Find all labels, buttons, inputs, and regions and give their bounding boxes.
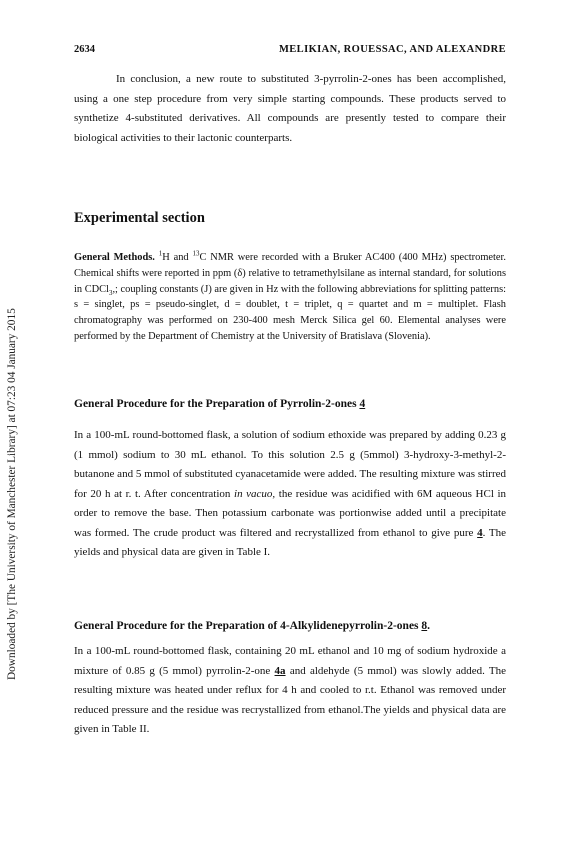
procedure2-title: General Procedure for the Preparation of 4-Alkylidenepyrrolin-2-ones: [74, 620, 419, 632]
procedure2-text-a: In a 100-mL round-bottomed flask, containing 20 mL ethanol and 10 mg of sodium hydroxide a mixture of 0.85 g (5 mmol) pyrrolin-2-one: [74, 645, 506, 677]
superscript-13: 13: [192, 249, 200, 258]
download-watermark: [6, 170, 20, 680]
procedure1-text-b: the residue was acidified with 6M aqueous HCl in order to remove the base. Then potassium carbonate was portionwise added until a precipitate was formed. The crude product was filtered and recrystallized from ethanol to give pure: [74, 487, 507, 539]
procedure1-title: General Procedure for the Preparation of Pyrrolin-2-ones: [74, 398, 357, 410]
general-methods-paragraph: [74, 250, 506, 345]
procedure2-heading: [74, 620, 506, 632]
compound-4a-ref: 4a: [274, 664, 286, 677]
procedure1-italic: in vacuo,: [234, 487, 276, 500]
procedure1-text-c: . The yields and physical data are given in Table I.: [74, 526, 506, 558]
general-methods-section: [74, 250, 506, 345]
section-heading: Experimental section: [74, 210, 205, 226]
procedure2-text-b: and aldehyde (5 mmol) was slowly added. The resulting mixture was heated under reflux for 4 h and cooled to r.t. Ethanol was removed under reduced pressure and the residue was recrystallized from ethanol.The yields and physical data are given in Table II.: [74, 664, 507, 735]
subscript-3: 3: [108, 288, 113, 297]
download-watermark-text: Downloaded by [The University of Manchester Library] at 07:23 04 January 2015: [6, 308, 18, 680]
procedure2-paragraph: [74, 642, 506, 740]
procedure1-text-a: In a 100-mL round-bottomed flask, a solution of sodium ethoxide was prepared by adding 0.23 g (1 mmol) sodium to 30 mL ethanol. To this solution 2.5 g (5mmol) 3-hydroxy-3-methyl-2-butanone and 5 mmol of substituted cyanacetamide were added. The resulting mixture was stirred for 20 h at r. t. After concentration: [74, 429, 506, 500]
conclusion-paragraph: In conclusion, a new route to substituted 3-pyrrolin-2-ones has been accomplished, using a one step procedure from very simple starting compounds. These products served to synthetize 4-substituted derivatives. All compounds are presently tested to compare their biological activities to their lactonic counterparts.: [74, 73, 506, 144]
procedure1-section: [74, 426, 506, 563]
h-and-text: H and: [162, 252, 189, 263]
procedure1-heading-block: [74, 398, 506, 410]
superscript-1: 1: [158, 249, 163, 258]
procedure1-paragraph: [74, 426, 506, 563]
compound-4-ref: 4: [477, 526, 483, 539]
compound-4-label: 4: [359, 398, 366, 410]
conclusion-section: [74, 70, 506, 148]
procedure2-title-end: .: [427, 620, 431, 632]
compound-8-label: 8: [421, 620, 428, 632]
procedure1-heading: [74, 398, 506, 410]
general-methods-label: General Methods.: [74, 252, 155, 263]
page-number: 2634: [74, 44, 95, 55]
procedure2-section: [74, 642, 506, 740]
running-header-authors: MELIKIAN, ROUESSAC, AND ALEXANDRE: [278, 44, 506, 55]
general-methods-text-a: C NMR were recorded with a Bruker AC400 (400 MHz) spectrometer. Chemical shifts were reported in ppm (δ) relative to tetramethylsilane as internal standard, for solutions in CDCl: [74, 252, 506, 295]
experimental-heading-block: [74, 210, 506, 227]
running-header: [74, 44, 506, 60]
general-methods-text-b: ,; coupling constants (J) are given in Hz with the following abbreviations for splitting patterns: s = singlet, ps = pseudo-singlet, d = doublet, t = triplet, q = quartet and m = multiplet. Flash chromatography was performed on 230-400 mesh Merck Silica gel 60. Elemental analyses were performed by the Department of Chemistry at the University of Bratislava (Slovenia).: [74, 283, 506, 342]
procedure2-heading-block: [74, 620, 506, 632]
